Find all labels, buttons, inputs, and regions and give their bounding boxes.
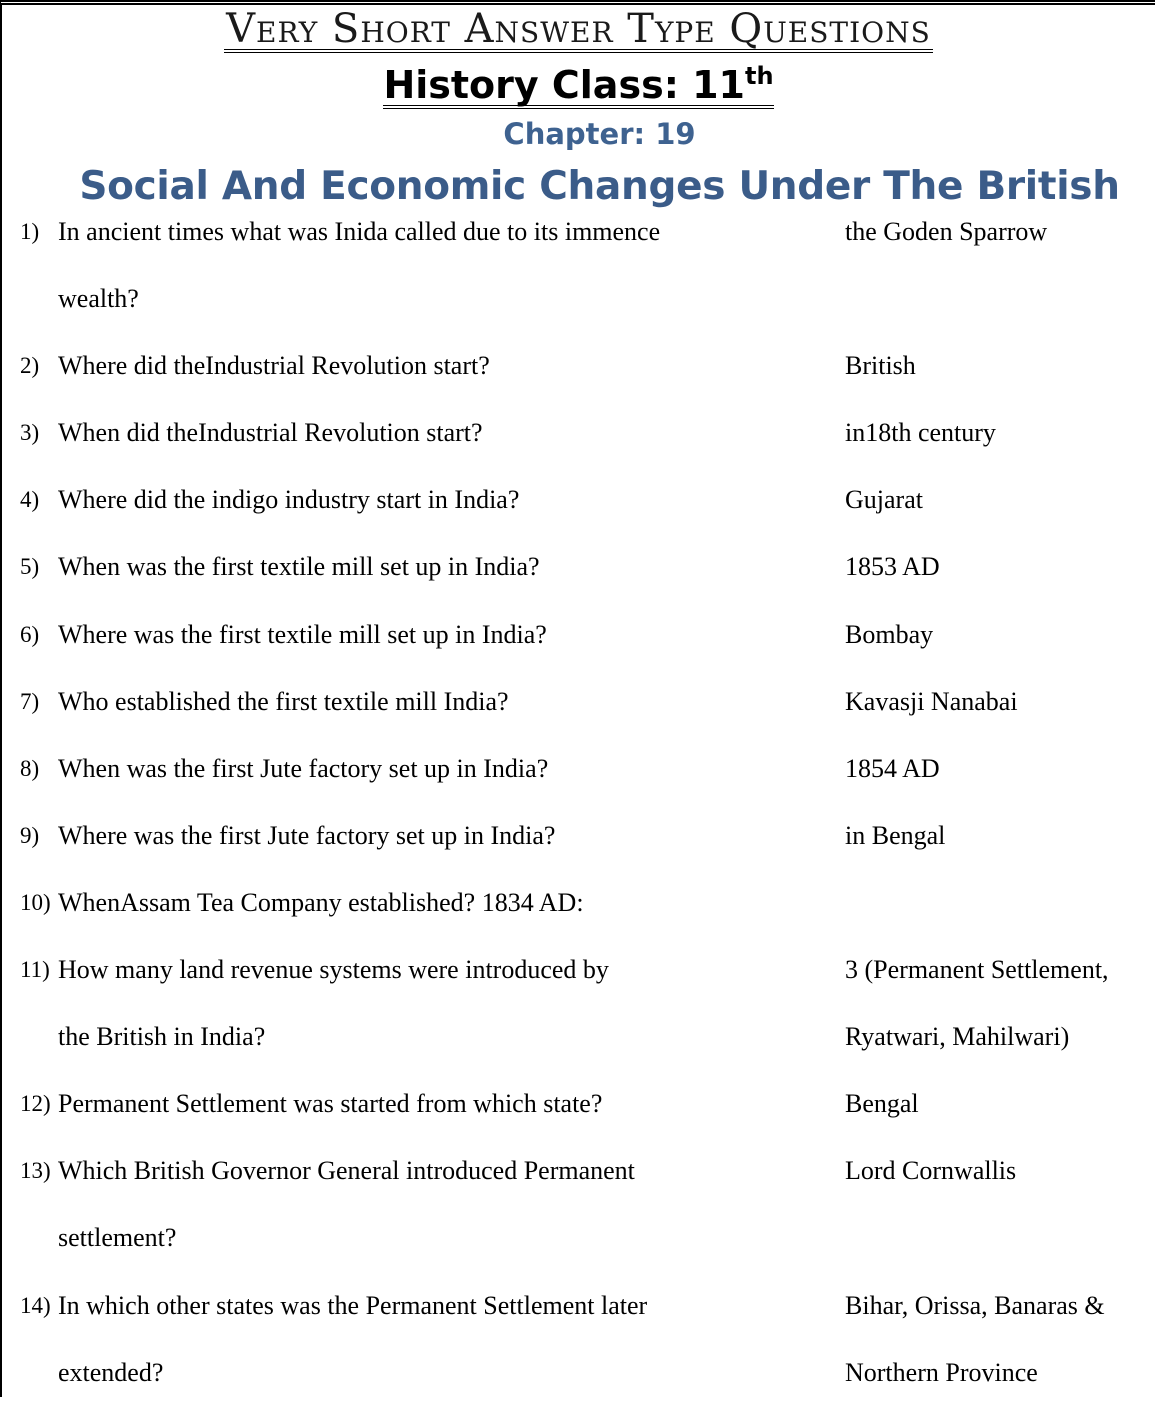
main-title xyxy=(2,7,1155,53)
question-row xyxy=(2,1285,1155,1352)
question-number: 5) xyxy=(20,554,40,580)
answer-text: Bihar, Orissa, Banaras & xyxy=(845,1290,1105,1320)
question-number: 10) xyxy=(20,889,51,915)
class-title-superscript: th xyxy=(745,62,774,90)
question-row xyxy=(2,815,1155,882)
question-text: When was the first textile mill set up in India? xyxy=(58,552,540,582)
answer-text: Northern Province xyxy=(845,1357,1038,1387)
question-number: 4) xyxy=(20,487,40,513)
chapter-heading: Chapter: 19 xyxy=(503,117,696,151)
question-text: the British in India? xyxy=(58,1022,266,1052)
question-number: 12) xyxy=(20,1091,51,1117)
question-text: Where was the first textile mill set up in India? xyxy=(58,619,547,649)
answer-text: Gujarat xyxy=(845,485,923,515)
answer-text: 3 (Permanent Settlement, xyxy=(845,955,1109,985)
question-number: 3) xyxy=(20,420,40,446)
question-text: wealth? xyxy=(58,284,139,314)
question-row xyxy=(2,345,1155,412)
answer-text: Kavasji Nanabai xyxy=(845,686,1018,716)
question-row xyxy=(2,546,1155,613)
question-row xyxy=(2,479,1155,546)
answer-text: the Goden Sparrow xyxy=(845,217,1048,246)
question-text: settlement? xyxy=(58,1223,177,1253)
answer-text: British xyxy=(845,351,916,381)
question-text: How many land revenue systems were introduced by xyxy=(58,955,609,985)
answer-text: 1854 AD xyxy=(845,753,940,783)
question-number: 9) xyxy=(20,822,40,848)
question-row xyxy=(2,1083,1155,1150)
answer-text: Bombay xyxy=(845,619,934,649)
class-title xyxy=(2,63,1155,109)
question-text: In which other states was the Permanent Settlement later xyxy=(58,1290,648,1320)
question-row xyxy=(2,614,1155,681)
answer-text: 1853 AD xyxy=(845,552,940,582)
question-number: 11) xyxy=(20,957,50,983)
question-text: Where was the first Jute factory set up in India? xyxy=(58,820,556,850)
question-number: 7) xyxy=(20,688,40,714)
answer-text: Bengal xyxy=(845,1089,919,1119)
class-title-wrap xyxy=(383,62,774,109)
question-row xyxy=(2,949,1155,1016)
question-text: Which British Governor General introduced Permanent xyxy=(58,1156,635,1186)
question-row xyxy=(2,412,1155,479)
question-text: Who established the first textile mill India? xyxy=(58,686,509,716)
question-row xyxy=(2,211,1155,278)
answer-text: in18th century xyxy=(845,418,996,448)
question-row-continuation xyxy=(2,1016,1155,1083)
question-row xyxy=(2,748,1155,815)
main-title-text: Very Short Answer Type Questions xyxy=(226,6,931,52)
question-number: 6) xyxy=(20,621,40,647)
question-text: Permanent Settlement was started from which state? xyxy=(58,1089,603,1119)
question-text: extended? xyxy=(58,1357,164,1387)
question-text: WhenAssam Tea Company established? 1834 AD: xyxy=(58,887,584,917)
question-row-continuation xyxy=(2,278,1155,345)
question-row-continuation xyxy=(2,1217,1155,1284)
answer-text: Ryatwari, Mahilwari) xyxy=(845,1022,1070,1052)
question-text: In ancient times what was Inida called due to its immence xyxy=(58,217,661,246)
question-row xyxy=(2,1150,1155,1217)
question-list xyxy=(2,211,1155,1419)
question-number: 14) xyxy=(20,1292,51,1318)
question-number: 1) xyxy=(20,219,40,244)
answer-text: in Bengal xyxy=(845,820,946,850)
question-text: Where did theIndustrial Revolution start? xyxy=(58,351,490,381)
class-title-text: History Class: 11 xyxy=(383,63,745,107)
answer-text: Lord Cornwallis xyxy=(845,1156,1017,1186)
question-number: 2) xyxy=(20,353,40,379)
question-text: When was the first Jute factory set up in India? xyxy=(58,753,549,783)
question-text: Where did the indigo industry start in India? xyxy=(58,485,520,515)
question-row-continuation xyxy=(2,1352,1155,1419)
question-text: When did theIndustrial Revolution start? xyxy=(58,418,483,448)
question-number: 13) xyxy=(20,1158,51,1184)
question-row xyxy=(2,882,1155,949)
question-number: 8) xyxy=(20,755,40,781)
question-row xyxy=(2,681,1155,748)
subject-heading: Social And Economic Changes Under The British xyxy=(79,164,1120,209)
